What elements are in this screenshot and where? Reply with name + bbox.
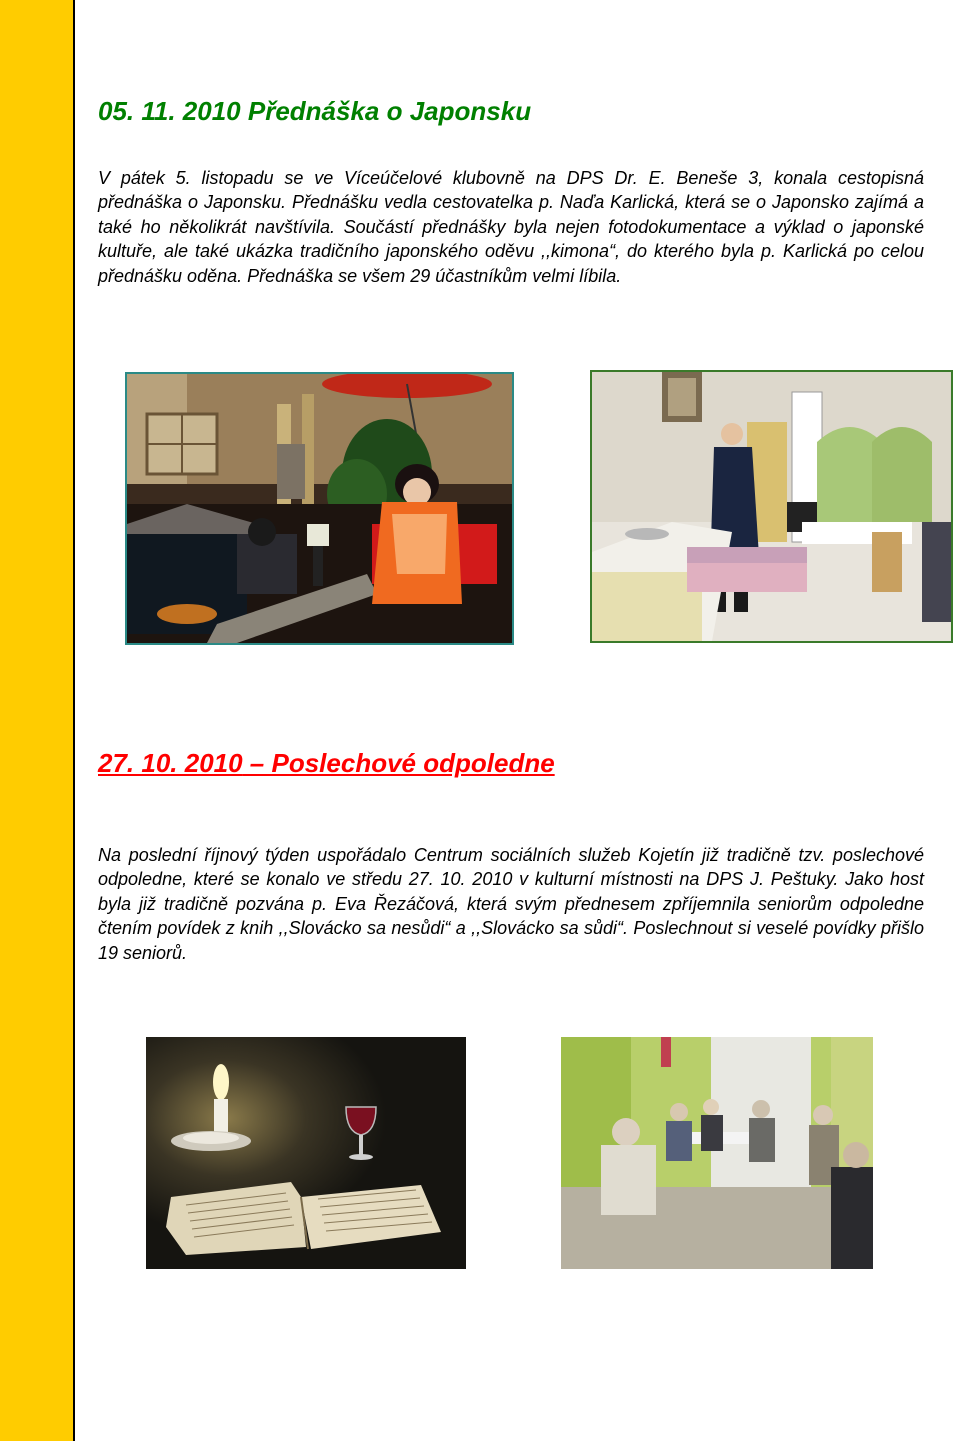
section-heading-listening (98, 748, 555, 779)
photo-lecture-room (590, 370, 953, 643)
photo-seniors-listening (561, 1037, 873, 1269)
photo-japanese-garden-kimona (125, 372, 514, 645)
section-text-listening: Na poslední říjnový týden uspořádalo Centrum sociálních služeb Kojetín již tradičně tzv. poslechové odpoledne, které se konalo ve středu 27. 10. 2010 v kulturní místnosti na DPS J. Peštuky. Jako host byla již tradičně pozvána p. Eva Řezáčová, která svým přednesem zpříjemnila seniorům odpoledne čtením povídek z knih ,,Slovácko sa nesůdi“ a ,,Slovácko sa sůdi“. Poslechnout si veselé povídky přišlo 19 seniorů. (98, 845, 924, 963)
painting-candle-and-book (146, 1037, 466, 1269)
heading-separator: – (242, 748, 272, 778)
section-text-japan: V pátek 5. listopadu se ve Víceúčelové klubovně na DPS Dr. E. Beneše 3, konala cestopisná přednáška o Japonsku. Přednášku vedla cestovatelka p. Naďa Karlická, která se o Japonsko zajímá a také ho několikrát navštívila. Součástí přednášky byla nejen fotodokumentace a výklad o japonské kultuře, ale také ukázka tradičního japonského oděvu ,,kimona“, do kterého byla p. Karlická po celou přednášku oděna. Přednáška se všem 29 účastníkům velmi líbila. (98, 168, 924, 286)
section-heading-japan: 05. 11. 2010 Přednáška o Japonsku (98, 96, 532, 126)
heading-date: 27. 10. 2010 (98, 748, 243, 778)
side-stripe (0, 0, 75, 1441)
heading-title: Poslechové odpoledne (271, 748, 555, 778)
